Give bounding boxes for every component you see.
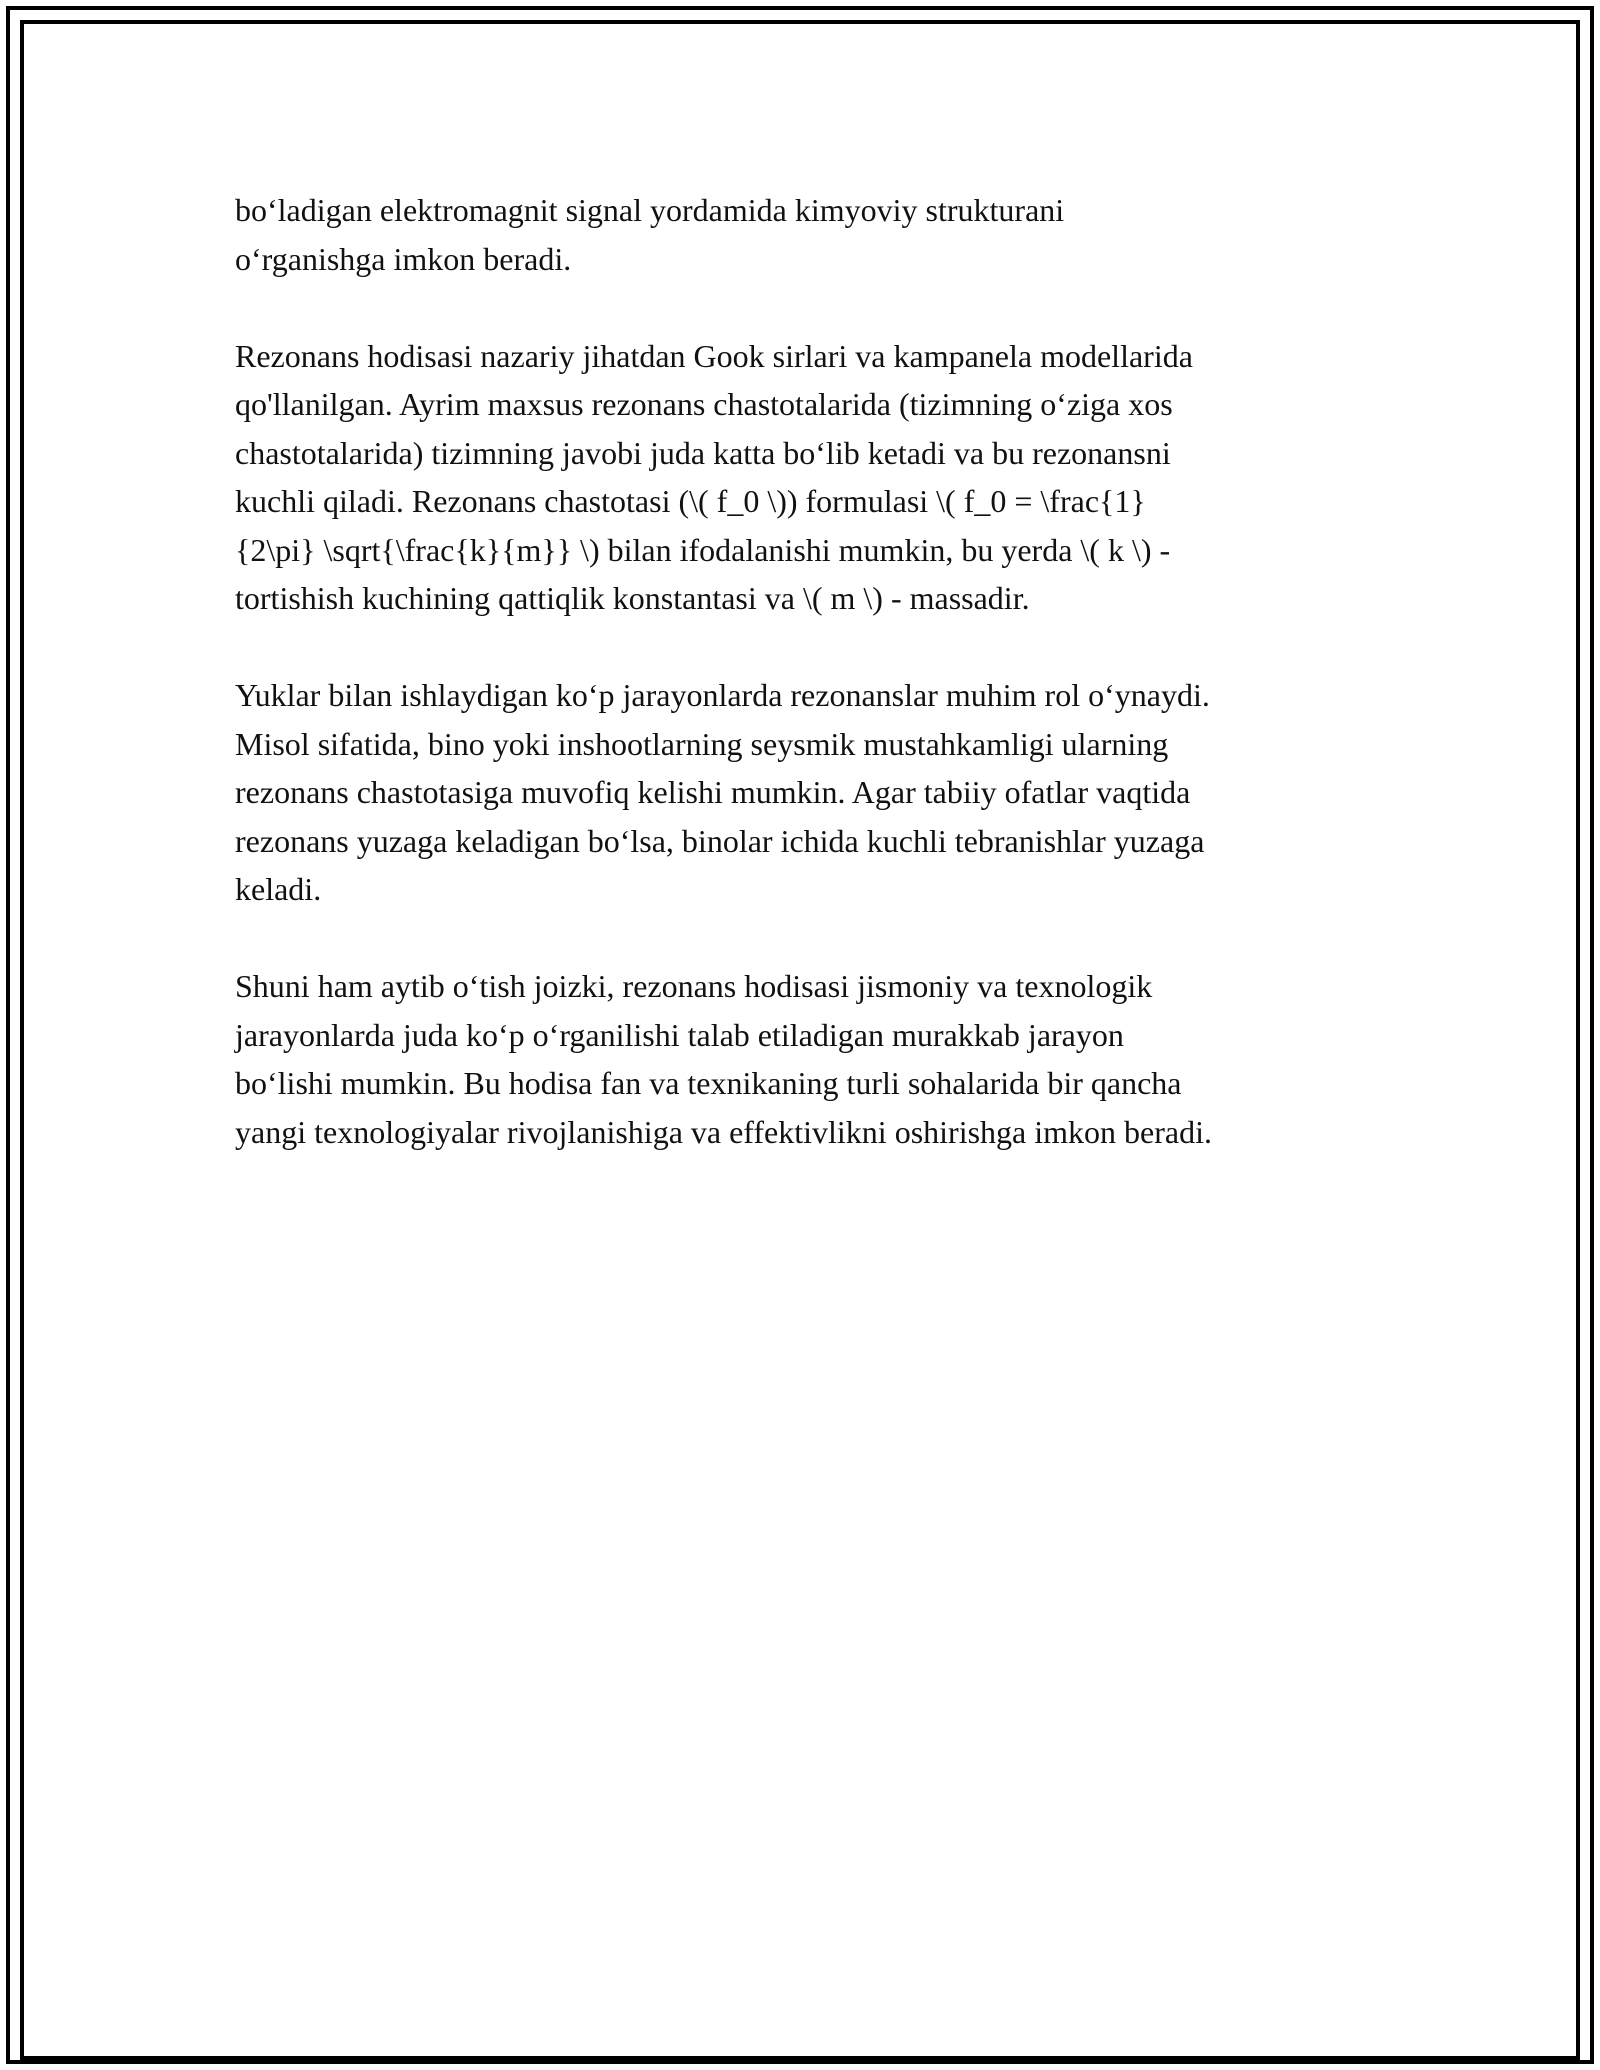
text-line: tortishish kuchining qattiqlik konstantasi va \( m \) - massadir. (235, 580, 1030, 616)
text-line: keladi. (235, 871, 322, 907)
text-line: rezonans yuzaga keladigan bo‘lsa, binolar ichida kuchli tebranishlar yuzaga (235, 822, 1205, 859)
text-line: chastotalarida) tizimning javobi juda katta bo‘lib ketadi va bu rezonansni (235, 434, 1171, 471)
document-body (235, 186, 1395, 1205)
text-line: bo‘ladigan elektromagnit signal yordamida kimyoviy strukturani (235, 192, 1065, 228)
text-line: yangi texnologiyalar rivojlanishiga va effektivlikni oshirishga imkon beradi. (235, 1113, 1212, 1150)
text-line: Shuni ham aytib o‘tish joizki, rezonans hodisasi jismoniy va texnologik (235, 968, 1153, 1004)
text-line: qo'llanilgan. Ayrim maxsus rezonans chastotalarida (tizimning o‘ziga xos (235, 386, 1173, 422)
text-line: Misol sifatida, bino yoki inshootlarning seysmik mustahkamligi ularning (235, 725, 1169, 762)
text-line: bo‘lishi mumkin. Bu hodisa fan va texnikaning turli sohalarida bir qancha (235, 1065, 1182, 1101)
text-line: {2\pi} \sqrt{\frac{k}{m}} \) bilan ifodalanishi mumkin, bu yerda \( k \) - (235, 531, 1171, 568)
text-line: Rezonans hodisasi nazariy jihatdan Gook sirlari va kampanela modellarida (235, 337, 1193, 374)
paragraph-2 (235, 332, 1395, 623)
text-line: kuchli qiladi. Rezonans chastotasi (\( f_0 \)) formulasi \( f_0 = \frac{1} (235, 483, 1146, 519)
text-line: jarayonlarda juda ko‘p o‘rganilishi talab etiladigan murakkab jarayon (235, 1016, 1124, 1053)
paragraph-1 (235, 186, 1395, 283)
text-line: o‘rganishga imkon beradi. (235, 240, 572, 277)
paragraph-4 (235, 962, 1395, 1156)
text-line: rezonans chastotasiga muvofiq kelishi mumkin. Agar tabiiy ofatlar vaqtida (235, 774, 1191, 810)
paragraph-3 (235, 671, 1395, 914)
text-line: Yuklar bilan ishlaydigan ko‘p jarayonlarda rezonanslar muhim rol o‘ynaydi. (235, 677, 1210, 713)
